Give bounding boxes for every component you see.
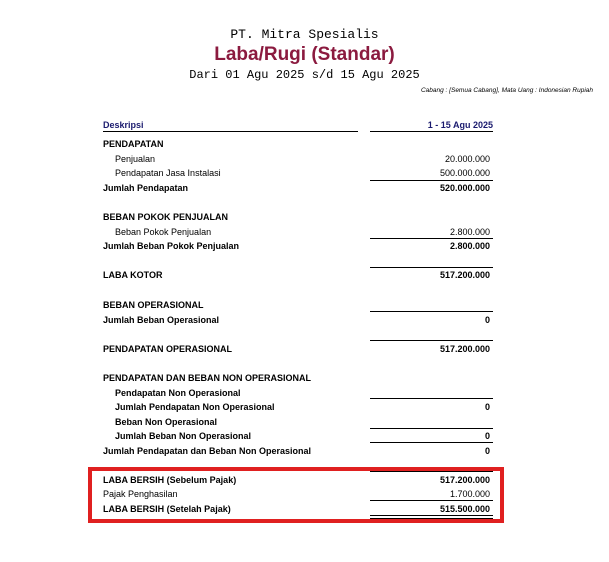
row-label: LABA BERSIH (Sebelum Pajak) (103, 475, 237, 485)
row-label: Pendapatan Jasa Instalasi (115, 168, 221, 178)
report-period: Dari 01 Agu 2025 s/d 15 Agu 2025 (189, 68, 420, 82)
row-value: 517.200.000 (439, 270, 490, 280)
row-label: Beban Pokok Penjualan (115, 227, 212, 237)
row-value: 517.200.000 (439, 344, 490, 354)
row-jumlah-non-operasional (103, 445, 493, 457)
row-value: 20.000.000 (444, 154, 490, 164)
row-value: 2.800.000 (449, 241, 490, 251)
row-label: Jumlah Pendapatan Non Operasional (115, 402, 275, 412)
subtotal-line (370, 340, 493, 341)
row-value: 0 (484, 315, 490, 325)
row-jumlah-beban-operasional (103, 314, 493, 326)
row-value: 2.800.000 (449, 227, 490, 237)
row-penjualan (103, 153, 493, 165)
row-label: PENDAPATAN OPERASIONAL (103, 344, 233, 354)
subtotal-line (370, 311, 493, 312)
section-bpp (103, 211, 493, 223)
row-label: Jumlah Beban Operasional (103, 315, 220, 325)
row-label: Jumlah Beban Non Operasional (115, 431, 252, 441)
row-jasa-instalasi (103, 167, 493, 179)
row-value: 500.000.000 (439, 168, 490, 178)
section-pendapatan (103, 138, 493, 150)
section-beban-operasional (103, 299, 493, 311)
row-value: 517.200.000 (439, 475, 490, 485)
row-label: Jumlah Pendapatan (103, 183, 189, 193)
row-value: 0 (484, 402, 490, 412)
net-profit-highlight-box (88, 467, 504, 523)
row-pendapatan-operasional (103, 343, 493, 355)
row-label: Jumlah Beban Pokok Penjualan (103, 241, 240, 251)
row-value: 520.000.000 (439, 183, 490, 193)
subsection-title: Beban Non Operasional (115, 417, 218, 427)
row-label: Jumlah Pendapatan dan Beban Non Operasional (103, 446, 312, 456)
row-value: 1.700.000 (449, 489, 490, 499)
subtotal-line (370, 442, 493, 443)
row-value: 0 (484, 446, 490, 456)
row-jumlah-bpp (103, 240, 493, 252)
row-bpp-item (103, 226, 493, 238)
subtotal-line (370, 398, 493, 399)
row-label: Pajak Penghasilan (103, 489, 178, 499)
row-jumlah-beban-non-op (103, 430, 493, 442)
column-header-period: 1 - 15 Agu 2025 (370, 120, 493, 132)
section-title: PENDAPATAN (103, 139, 164, 149)
subtotal-line (370, 238, 493, 239)
report-meta: Cabang : [Semua Cabang], Mata Uang : Indonesian Rupiah (420, 87, 593, 94)
section-title: BEBAN OPERASIONAL (103, 300, 204, 310)
row-value: 0 (484, 431, 490, 441)
section-non-operasional (103, 372, 493, 384)
subtotal-line (370, 267, 493, 268)
row-jumlah-pendapatan (103, 182, 493, 194)
subtotal-line (370, 180, 493, 181)
section-title: BEBAN POKOK PENJUALAN (103, 212, 229, 222)
report-title: Laba/Rugi (Standar) (214, 44, 395, 65)
row-value: 515.500.000 (439, 504, 490, 514)
row-label: Penjualan (115, 154, 156, 164)
subsection-title: Pendapatan Non Operasional (115, 388, 241, 398)
column-header-description: Deskripsi (103, 120, 358, 132)
row-label: LABA BERSIH (Setelah Pajak) (103, 504, 231, 514)
company-name: PT. Mitra Spesialis (230, 27, 379, 42)
row-jumlah-pendapatan-non-op (103, 401, 493, 413)
row-label: LABA KOTOR (103, 270, 163, 280)
row-laba-kotor (103, 269, 493, 281)
subtotal-line (370, 428, 493, 429)
section-title: PENDAPATAN DAN BEBAN NON OPERASIONAL (103, 373, 312, 383)
subsection-beban-non-op (103, 416, 493, 428)
